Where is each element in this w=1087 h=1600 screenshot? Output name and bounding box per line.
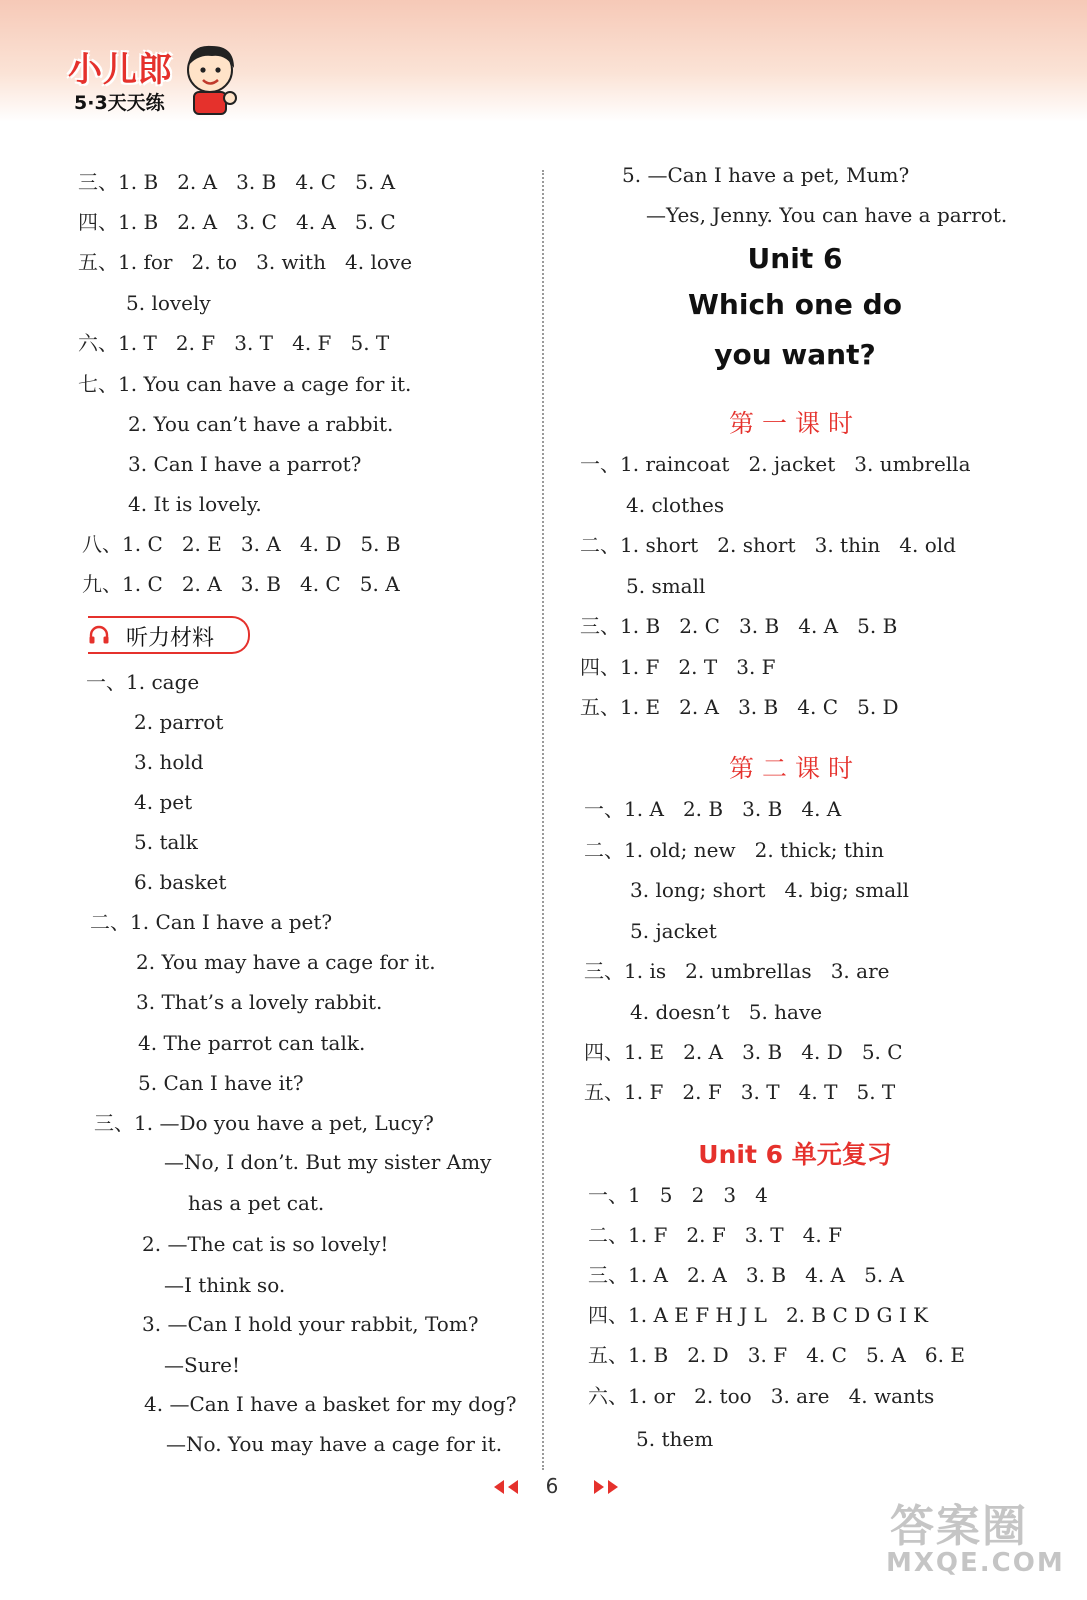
answer-line: 六、1. T 2. F 3. T 4. F 5. T <box>78 331 390 355</box>
answer-line: 四、1. F 2. T 3. F <box>580 655 776 679</box>
transcript-line: 6. basket <box>134 870 227 894</box>
transcript-line: 4. —Can I have a basket for my dog? <box>144 1392 517 1416</box>
answer-line: 5. small <box>626 574 706 598</box>
transcript-line: 5. —Can I have a pet, Mum? <box>622 163 910 187</box>
transcript-line: 2. —The cat is so lovely! <box>142 1232 389 1256</box>
transcript-line: —Sure! <box>164 1353 241 1377</box>
unit-title-line: you want? <box>714 338 876 371</box>
brand-name: 小儿郎 <box>68 50 173 90</box>
brand-series: 5·3天天练 <box>74 92 165 114</box>
watermark-title: 答案圈 <box>890 1501 1028 1552</box>
answer-line: 二、1. old; new 2. thick; thin <box>584 838 885 862</box>
watermark <box>880 1490 1070 1590</box>
page-number: 6 <box>545 1474 559 1498</box>
next-page-arrows-icon <box>588 1480 622 1494</box>
transcript-line: 三、1. —Do you have a pet, Lucy? <box>94 1111 434 1135</box>
lesson-1-title: 第一课时 <box>728 409 861 438</box>
transcript-line: 5. talk <box>134 830 198 854</box>
answer-line: 三、1. A 2. A 3. B 4. A 5. A <box>588 1263 904 1287</box>
answer-line: 三、1. B 2. C 3. B 4. A 5. B <box>580 614 898 638</box>
answer-line: 一、1. A 2. B 3. B 4. A <box>584 797 842 821</box>
answer-line: 五、1. E 2. A 3. B 4. C 5. D <box>580 695 899 719</box>
unit-title-line: Which one do <box>688 288 902 321</box>
answer-line: 2. You can’t have a rabbit. <box>128 412 394 436</box>
transcript-line: —No. You may have a cage for it. <box>166 1432 503 1456</box>
listening-label: 听力材料 <box>126 626 215 651</box>
answer-line: 四、1. E 2. A 3. B 4. D 5. C <box>584 1040 903 1064</box>
page-footer <box>470 1472 630 1502</box>
column-divider <box>542 170 544 1470</box>
answer-line: 4. It is lovely. <box>128 492 262 516</box>
answer-line: 一、1. raincoat 2. jacket 3. umbrella <box>580 452 971 476</box>
answer-line: 五、1. F 2. F 3. T 4. T 5. T <box>584 1080 896 1104</box>
answer-line: 九、1. C 2. A 3. B 4. C 5. A <box>82 572 400 596</box>
transcript-line: has a pet cat. <box>188 1191 325 1215</box>
answer-line: 四、1. B 2. A 3. C 4. A 5. C <box>78 210 396 234</box>
answer-line: 三、1. is 2. umbrellas 3. are <box>584 959 890 983</box>
answer-line: 一、1 5 2 3 4 <box>588 1183 768 1207</box>
answer-line: 5. jacket <box>630 919 717 943</box>
transcript-line: 4. pet <box>134 790 193 814</box>
answer-line: 八、1. C 2. E 3. A 4. D 5. B <box>82 532 401 556</box>
transcript-line: 3. That’s a lovely rabbit. <box>136 990 383 1014</box>
answer-line: 六、1. or 2. too 3. are 4. wants <box>588 1384 935 1408</box>
transcript-line: 一、1. cage <box>86 670 200 694</box>
transcript-line: 2. parrot <box>134 710 224 734</box>
answer-line: 3. long; short 4. big; small <box>630 878 909 902</box>
listening-section-tag <box>88 616 250 654</box>
watermark-url: MXQE.COM <box>886 1548 1065 1578</box>
transcript-line: —Yes, Jenny. You can have a parrot. <box>646 203 1008 227</box>
unit-review-title: Unit 6 单元复习 <box>698 1140 892 1169</box>
lesson-2-title: 第二课时 <box>728 754 861 783</box>
answer-line: 七、1. You can have a cage for it. <box>78 372 412 396</box>
answer-line: 4. doesn’t 5. have <box>630 1000 823 1024</box>
previous-page-arrows-icon <box>490 1480 524 1494</box>
answer-line: 三、1. B 2. A 3. B 4. C 5. A <box>78 170 396 194</box>
answer-line: 五、1. for 2. to 3. with 4. love <box>78 250 413 274</box>
transcript-line: 3. hold <box>134 750 204 774</box>
unit-title-line: Unit 6 <box>747 242 843 275</box>
answer-line: 四、1. A E F H J L 2. B C D G I K <box>588 1303 929 1327</box>
transcript-line: 二、1. Can I have a pet? <box>90 910 333 934</box>
answer-line: 4. clothes <box>626 493 725 517</box>
transcript-line: —I think so. <box>164 1273 286 1297</box>
mascot-boy-icon <box>176 40 246 116</box>
answer-line: 二、1. F 2. F 3. T 4. F <box>588 1223 842 1247</box>
transcript-line: 2. You may have a cage for it. <box>136 950 436 974</box>
answer-line: 五、1. B 2. D 3. F 4. C 5. A 6. E <box>588 1343 965 1367</box>
transcript-line: 3. —Can I hold your rabbit, Tom? <box>142 1312 479 1336</box>
answer-line: 5. lovely <box>126 291 211 315</box>
answer-line: 3. Can I have a parrot? <box>128 452 362 476</box>
headphones-icon <box>88 624 110 646</box>
transcript-line: 4. The parrot can talk. <box>138 1031 366 1055</box>
answer-line: 5. them <box>636 1427 714 1451</box>
transcript-line: 5. Can I have it? <box>138 1071 304 1095</box>
answer-line: 二、1. short 2. short 3. thin 4. old <box>580 533 956 557</box>
transcript-line: —No, I don’t. But my sister Amy <box>164 1150 492 1174</box>
